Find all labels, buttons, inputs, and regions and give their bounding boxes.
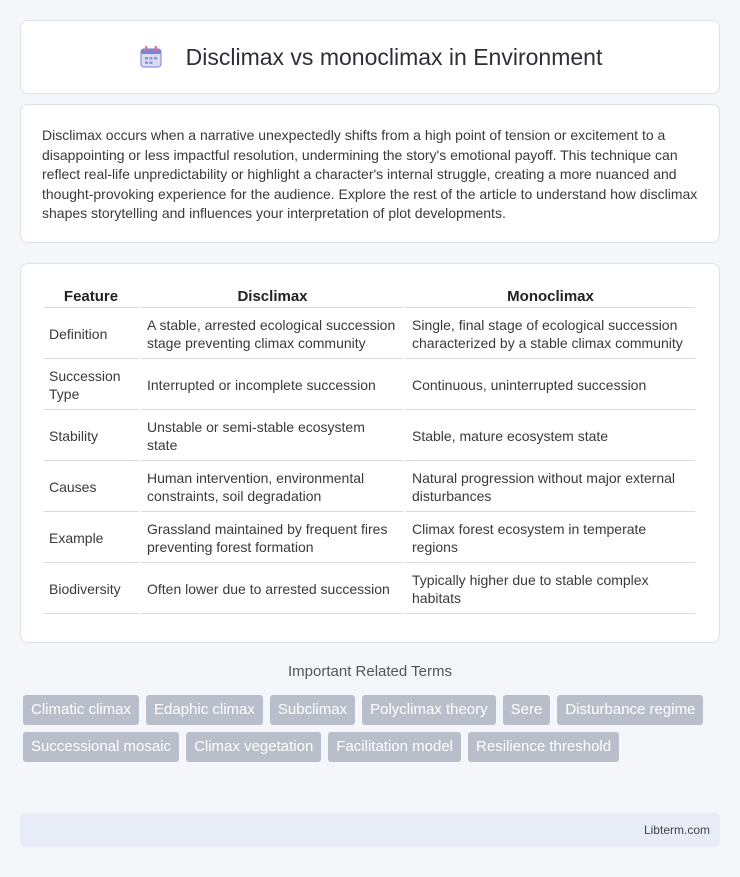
related-terms-heading: Important Related Terms (288, 663, 452, 680)
feature-cell: Stability (43, 412, 139, 461)
feature-cell: Definition (43, 310, 139, 359)
monoclimax-cell: Single, final stage of ecological succession characterized by a stable climax community (406, 310, 695, 359)
table-header-row (43, 286, 695, 308)
disclimax-cell: A stable, arrested ecological succession stage preventing climax community (141, 310, 404, 359)
monoclimax-cell: Climax forest ecosystem in temperate regions (406, 514, 695, 563)
title-card (20, 20, 720, 94)
disclimax-cell: Often lower due to arrested succession (141, 565, 404, 614)
table-row (43, 361, 695, 410)
monoclimax-cell: Stable, mature ecosystem state (406, 412, 695, 461)
footer-brand-link[interactable]: Libterm.com (643, 823, 710, 837)
calendar-icon (138, 44, 164, 70)
table-row (43, 310, 695, 359)
related-term-tag[interactable]: Climax vegetation (186, 732, 321, 762)
disclimax-cell: Unstable or semi-stable ecosystem state (141, 412, 404, 461)
related-terms-list (23, 695, 723, 762)
related-term-tag[interactable]: Resilience threshold (468, 732, 619, 762)
table-row (43, 565, 695, 614)
table-row (43, 514, 695, 563)
header-disclimax: Disclimax (141, 286, 404, 308)
header-monoclimax: Monoclimax (406, 286, 695, 308)
page-title: Disclimax vs monoclimax in Environment (185, 43, 603, 70)
feature-cell: Causes (43, 463, 139, 512)
related-term-tag[interactable]: Disturbance regime (557, 695, 703, 725)
table-row (43, 412, 695, 461)
related-term-tag[interactable]: Sere (503, 695, 551, 725)
comparison-table (41, 284, 697, 616)
monoclimax-cell: Natural progression without major external disturbances (406, 463, 695, 512)
feature-cell: Succession Type (43, 361, 139, 410)
header-feature: Feature (43, 286, 139, 308)
feature-cell: Example (43, 514, 139, 563)
intro-paragraph: Disclimax occurs when a narrative unexpectedly shifts from a high point of tension or excitement to a disappointing or less impactful resolution, undermining the story's emotional payoff. This technique can reflect real-life unpredictability or highlight a character's internal struggle, creating a more nuanced and thought-provoking experience for the audience. Explore the rest of the article to understand how disclimax shapes storytelling and influences your interpretation of plot developments. (42, 127, 698, 222)
related-term-tag[interactable]: Climatic climax (23, 695, 139, 725)
related-term-tag[interactable]: Polyclimax theory (362, 695, 496, 725)
monoclimax-cell: Typically higher due to stable complex habitats (406, 565, 695, 614)
related-term-tag[interactable]: Edaphic climax (146, 695, 263, 725)
disclimax-cell: Human intervention, environmental constraints, soil degradation (141, 463, 404, 512)
feature-cell: Biodiversity (43, 565, 139, 614)
intro-card (20, 104, 720, 243)
footer (20, 813, 720, 847)
related-term-tag[interactable]: Subclimax (270, 695, 355, 725)
related-term-tag[interactable]: Facilitation model (328, 732, 461, 762)
comparison-table-card (20, 263, 720, 643)
disclimax-cell: Interrupted or incomplete succession (141, 361, 404, 410)
monoclimax-cell: Continuous, uninterrupted succession (406, 361, 695, 410)
disclimax-cell: Grassland maintained by frequent fires preventing forest formation (141, 514, 404, 563)
related-term-tag[interactable]: Successional mosaic (23, 732, 179, 762)
table-row (43, 463, 695, 512)
